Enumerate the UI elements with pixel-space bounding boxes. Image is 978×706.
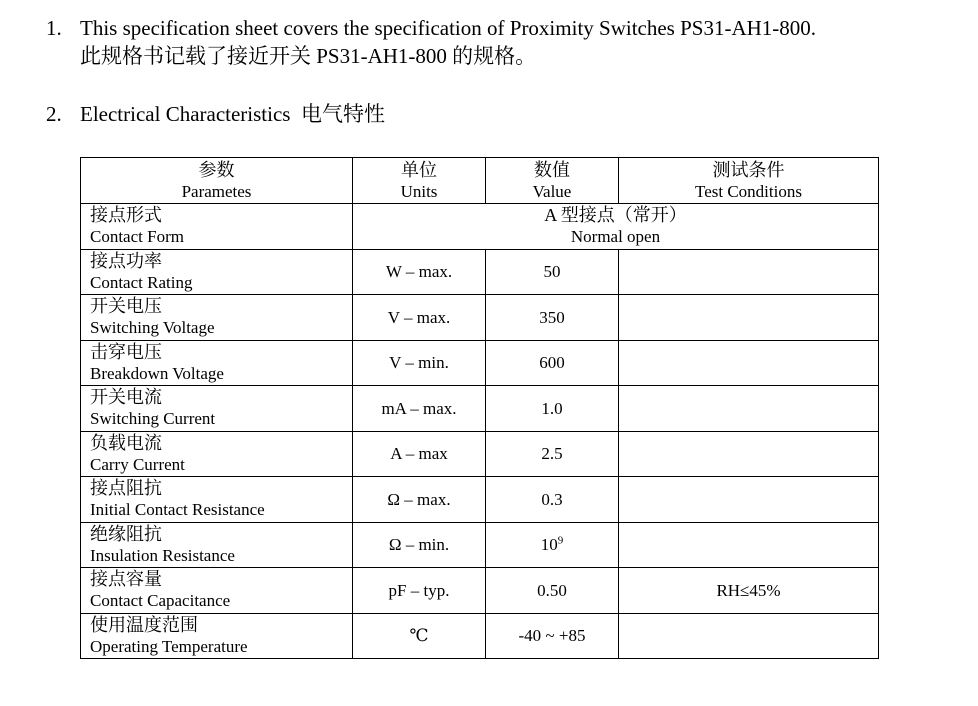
parameter-en: Initial Contact Resistance <box>90 500 265 520</box>
parameter-zh: 使用温度范围 <box>90 614 198 635</box>
value-cell <box>486 522 619 568</box>
contact-form-value-cell <box>353 204 879 250</box>
value-text: 50 <box>543 262 561 282</box>
value-cell <box>486 249 619 295</box>
parameter-zh: 开关电流 <box>90 387 162 408</box>
section-1-english-text: This specification sheet covers the specification of Proximity Switches PS31-AH1-800. <box>80 16 817 40</box>
value-cell <box>486 386 619 432</box>
parameter-cell <box>81 568 353 614</box>
parameter-zh: 开关电压 <box>90 296 162 317</box>
parameter-zh: 接点功率 <box>90 250 162 271</box>
parameter-zh: 接点容量 <box>90 569 162 590</box>
table-row <box>81 613 879 659</box>
value-text: 10 <box>540 535 558 555</box>
table-row-contact-form <box>81 204 879 250</box>
parameter-en: Switching Current <box>90 409 216 429</box>
value-cell <box>486 477 619 523</box>
value-text: 0.50 <box>537 580 567 600</box>
value-cell <box>486 340 619 386</box>
table-row <box>81 477 879 523</box>
parameter-cell <box>81 431 353 477</box>
parameter-en: Carry Current <box>90 454 185 474</box>
section-2-heading: Electrical Characteristics 电气特性 <box>80 102 385 126</box>
table-row <box>81 568 879 614</box>
condition-cell <box>619 386 879 432</box>
unit-cell: pF – typ. <box>353 568 486 614</box>
value-cell <box>486 295 619 341</box>
parameter-zh: 击穿电压 <box>90 341 162 362</box>
header-units-zh: 单位 <box>401 159 437 180</box>
unit-cell: V – min. <box>353 340 486 386</box>
header-parameter <box>81 158 353 204</box>
header-test-conditions-en: Test Conditions <box>695 181 802 201</box>
parameter-en: Breakdown Voltage <box>90 363 224 383</box>
parameter-en: Contact Capacitance <box>90 591 231 611</box>
header-value-en: Value <box>532 181 572 201</box>
header-parameter-en: Parametes <box>181 181 252 201</box>
parameter-en: Operating Temperature <box>90 636 248 656</box>
condition-cell <box>619 477 879 523</box>
unit-cell: Ω – min. <box>353 522 486 568</box>
unit-cell: ℃ <box>353 613 486 659</box>
table-row <box>81 295 879 341</box>
table-row <box>81 249 879 295</box>
condition-cell <box>619 295 879 341</box>
table-header-row <box>81 158 879 204</box>
condition-cell <box>619 431 879 477</box>
section-number: 2. <box>46 102 62 126</box>
value-text: 350 <box>539 307 565 327</box>
value-cell <box>486 613 619 659</box>
parameter-cell <box>81 613 353 659</box>
value-superscript: 9 <box>557 534 564 547</box>
parameter-cell <box>81 249 353 295</box>
parameter-zh: 接点阻抗 <box>90 478 162 499</box>
value-cell <box>486 431 619 477</box>
unit-cell: A – max <box>353 431 486 477</box>
condition-cell <box>619 249 879 295</box>
header-value-zh: 数值 <box>534 159 570 180</box>
value-cell <box>486 568 619 614</box>
parameter-cell <box>81 204 353 250</box>
parameter-cell <box>81 477 353 523</box>
contact-form-value-en: Normal open <box>570 227 661 247</box>
table-row <box>81 386 879 432</box>
condition-cell: RH≤45% <box>619 568 879 614</box>
table-row <box>81 522 879 568</box>
header-test-conditions-zh: 测试条件 <box>712 159 785 180</box>
unit-cell: V – max. <box>353 295 486 341</box>
unit-cell: mA – max. <box>353 386 486 432</box>
condition-cell <box>619 613 879 659</box>
value-text: 1.0 <box>541 398 563 418</box>
parameter-cell <box>81 295 353 341</box>
value-text: -40 ~ +85 <box>518 626 586 646</box>
contact-form-value-zh: A 型接点（常开） <box>544 205 687 226</box>
parameter-en: Switching Voltage <box>90 318 215 338</box>
header-value <box>486 158 619 204</box>
condition-cell <box>619 522 879 568</box>
value-text: 2.5 <box>541 444 563 464</box>
table-body <box>81 249 879 659</box>
parameter-en: Contact Rating <box>90 272 193 292</box>
parameter-en: Insulation Resistance <box>90 545 235 565</box>
section-number: 1. <box>46 16 62 40</box>
header-units-en: Units <box>400 181 438 201</box>
header-units <box>353 158 486 204</box>
parameter-cell <box>81 522 353 568</box>
value-text: 600 <box>539 353 565 373</box>
electrical-characteristics-table <box>80 157 879 659</box>
unit-cell: W – max. <box>353 249 486 295</box>
parameter-cell <box>81 340 353 386</box>
header-test-conditions <box>619 158 879 204</box>
value-text: 0.3 <box>541 489 563 509</box>
unit-cell: Ω – max. <box>353 477 486 523</box>
parameter-zh: 绝缘阻抗 <box>90 523 162 544</box>
parameter-zh: 接点形式 <box>90 205 162 226</box>
section-1-chinese-text: 此规格书记载了接近开关 PS31-AH1-800 的规格。 <box>80 44 537 68</box>
header-parameter-zh: 参数 <box>198 159 235 180</box>
condition-cell <box>619 340 879 386</box>
parameter-zh: 负载电流 <box>90 432 162 453</box>
parameter-cell <box>81 386 353 432</box>
table-row <box>81 340 879 386</box>
parameter-en: Contact Form <box>90 227 184 247</box>
table-row <box>81 431 879 477</box>
